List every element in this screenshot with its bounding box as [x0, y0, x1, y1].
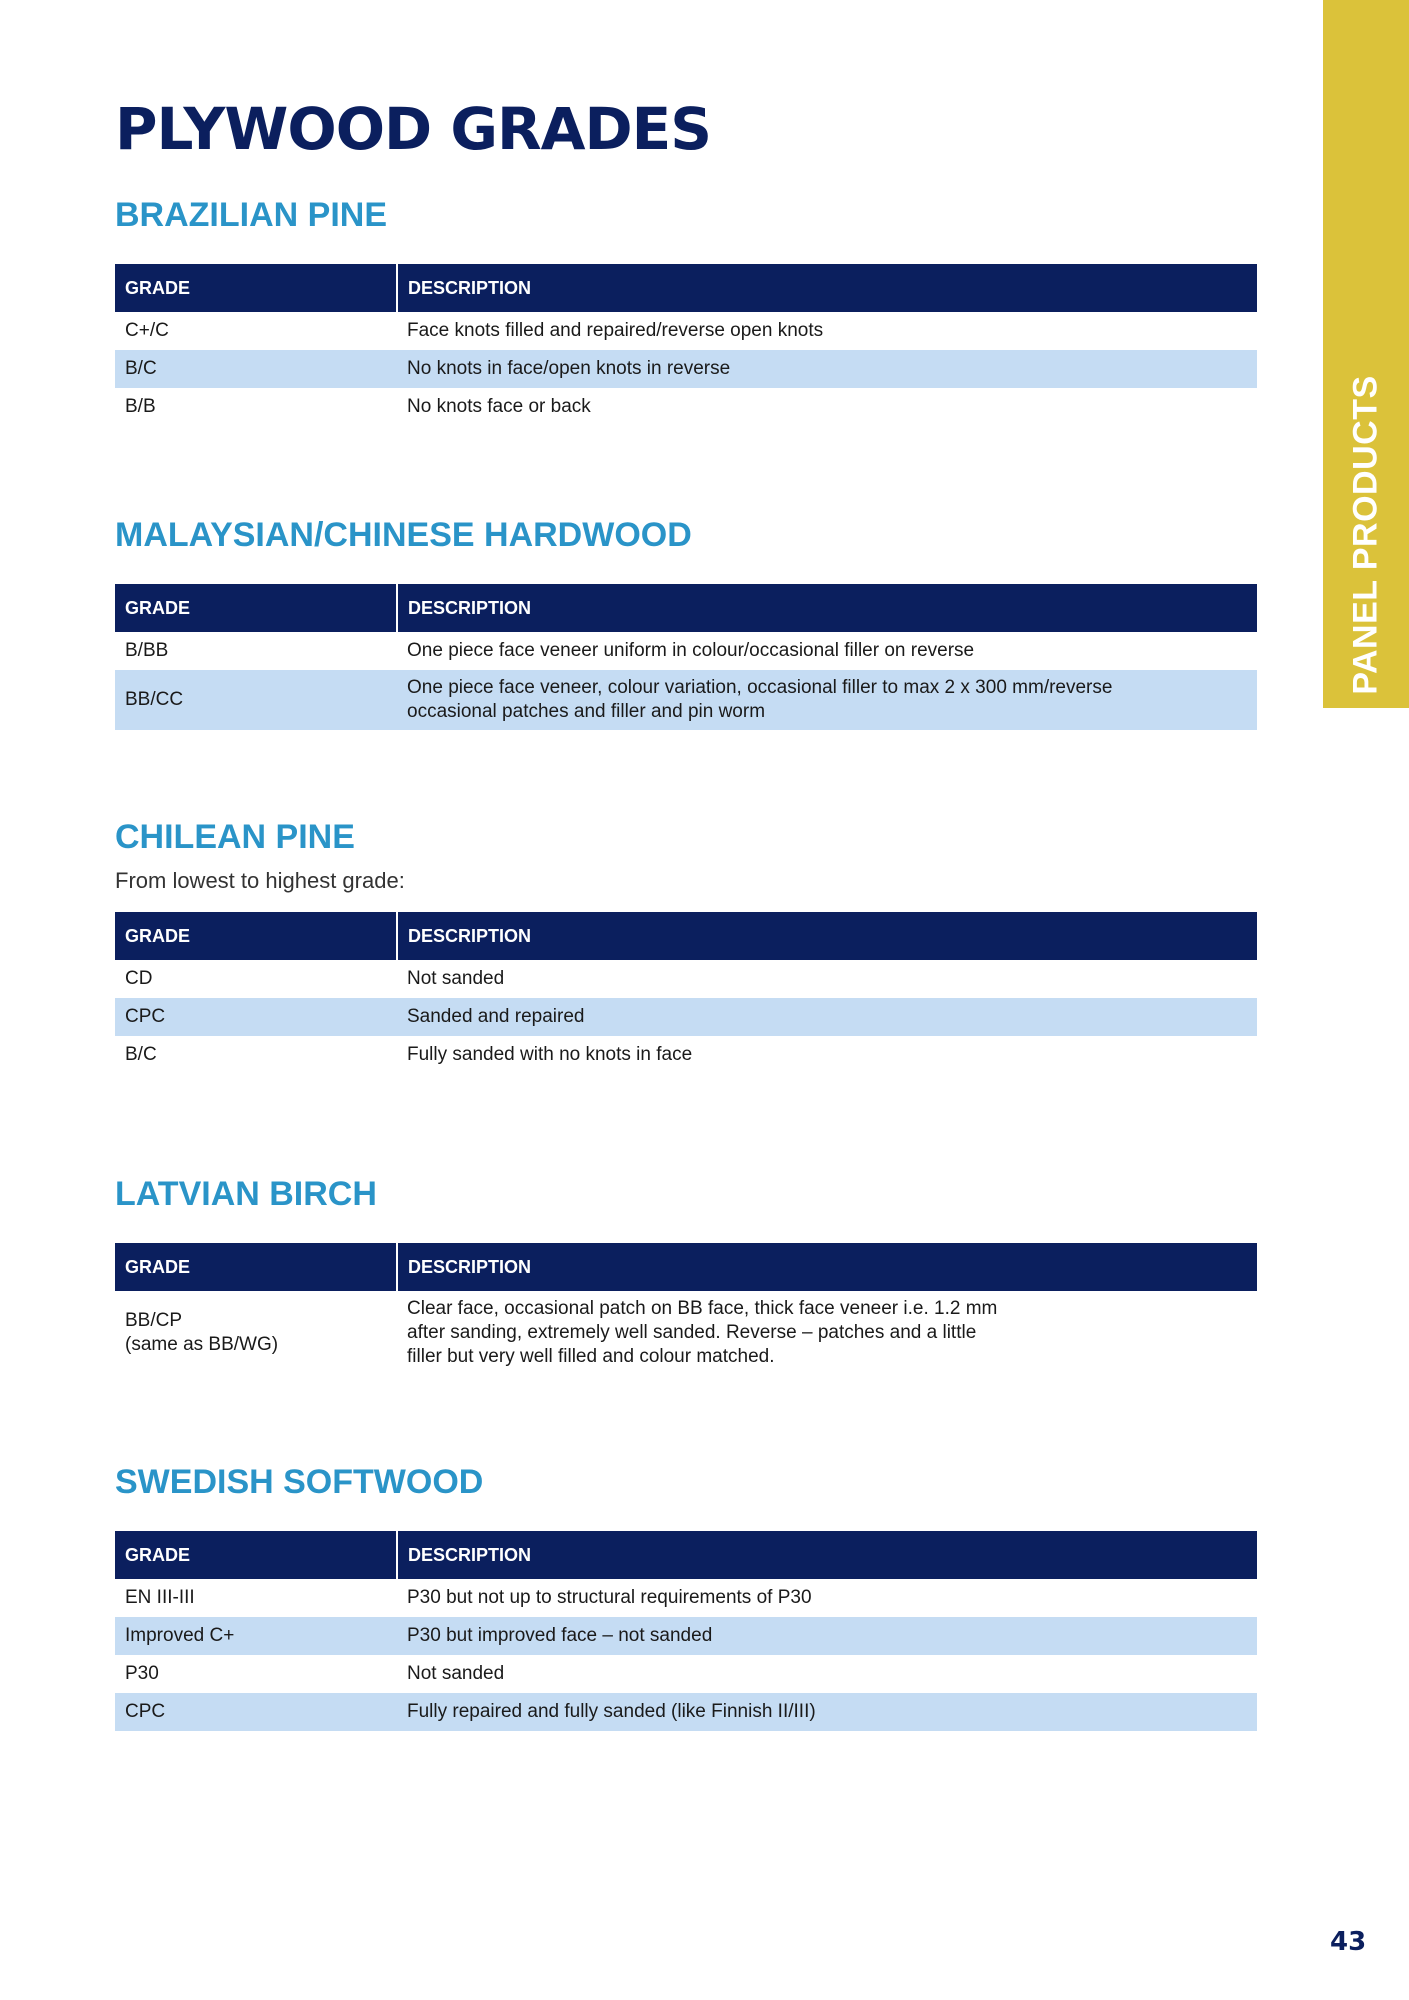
grade-cell: CPC [115, 1693, 397, 1731]
section-title: MALAYSIAN/CHINESE HARDWOOD [115, 516, 692, 554]
table-row [115, 1579, 1257, 1617]
grade-cell: BB/CP (same as BB/WG) [125, 1310, 279, 1355]
section-brazilian-pine [115, 198, 1257, 426]
table-header-row [115, 264, 1257, 312]
grade-cell: B/C [115, 350, 397, 388]
table-header-row [115, 912, 1257, 960]
section-title: BRAZILIAN PINE [115, 196, 387, 234]
description-cell: Face knots filled and repaired/reverse open knots [407, 320, 824, 341]
table-header-row [115, 1531, 1257, 1579]
description-cell: No knots face or back [407, 396, 591, 417]
description-cell: Sanded and repaired [397, 998, 1257, 1036]
grades-table [115, 1243, 1257, 1375]
column-header-description: DESCRIPTION [397, 1531, 1257, 1579]
column-header-description: DESCRIPTION [397, 912, 1257, 960]
column-header-grade: GRADE [115, 264, 397, 312]
description-cell: One piece face veneer, colour variation, occasional filler to max 2 x 300 mm/reverse occasional patches and filler and pin worm [397, 670, 1257, 730]
grade-cell: B/C [125, 1044, 157, 1066]
table-row [115, 960, 1257, 998]
description-cell: P30 but not up to structural requirements of P30 [407, 1587, 812, 1608]
table-row [115, 1617, 1257, 1655]
grade-cell: Improved C+ [115, 1617, 397, 1655]
description-cell: Fully sanded with no knots in face [407, 1044, 693, 1066]
table-row [115, 1036, 1257, 1074]
section-swedish-softwood [115, 1465, 1257, 1731]
section-malaysian-chinese-hardwood [115, 518, 1257, 730]
page-title: PLYWOOD GRADES [115, 95, 712, 163]
page-number: 43 [1330, 1927, 1367, 1957]
table-row [115, 312, 1257, 350]
grade-cell: P30 [125, 1663, 159, 1684]
description-cell: One piece face veneer uniform in colour/occasional filler on reverse [407, 640, 975, 661]
side-tab [1323, 0, 1409, 708]
column-header-description: DESCRIPTION [397, 264, 1257, 312]
grades-table [115, 912, 1257, 1074]
section-title: LATVIAN BIRCH [115, 1175, 377, 1213]
table-row [115, 1693, 1257, 1731]
section-subtitle: From lowest to highest grade: [115, 868, 405, 893]
table-header-row [115, 584, 1257, 632]
section-title: CHILEAN PINE [115, 818, 355, 856]
section-title: SWEDISH SOFTWOOD [115, 1463, 484, 1501]
column-header-grade: GRADE [115, 1243, 397, 1291]
table-row [115, 350, 1257, 388]
grades-table [115, 584, 1257, 730]
section-chilean-pine [115, 820, 1257, 1074]
grade-cell: BB/CC [115, 670, 397, 730]
section-latvian-birch [115, 1177, 1257, 1375]
grade-cell: C+/C [125, 320, 169, 341]
grades-table [115, 264, 1257, 426]
grade-cell: EN III-III [125, 1587, 195, 1608]
side-tab-label: PANEL PRODUCTS [1346, 375, 1385, 695]
grade-cell: B/BB [125, 640, 169, 661]
description-cell: No knots in face/open knots in reverse [397, 350, 1257, 388]
description-cell: Not sanded [407, 968, 505, 990]
grade-cell: CD [125, 968, 153, 990]
column-header-description: DESCRIPTION [397, 584, 1257, 632]
description-cell: Clear face, occasional patch on BB face, thick face veneer i.e. 1.2 mm after sanding, extremely well sanded. Reverse – patches and a little filler but very well filled and colour matched. [407, 1298, 998, 1367]
grade-cell: CPC [115, 998, 397, 1036]
table-row [115, 670, 1257, 730]
grade-cell: B/B [125, 396, 156, 417]
table-row [115, 1655, 1257, 1693]
column-header-grade: GRADE [115, 912, 397, 960]
table-row [115, 998, 1257, 1036]
column-header-grade: GRADE [115, 1531, 397, 1579]
table-row [115, 632, 1257, 670]
description-cell: Not sanded [407, 1663, 505, 1684]
column-header-description: DESCRIPTION [397, 1243, 1257, 1291]
description-cell: P30 but improved face – not sanded [397, 1617, 1257, 1655]
table-header-row [115, 1243, 1257, 1291]
grades-table [115, 1531, 1257, 1731]
table-row [115, 388, 1257, 426]
table-row [115, 1291, 1257, 1375]
description-cell: Fully repaired and fully sanded (like Finnish II/III) [397, 1693, 1257, 1731]
column-header-grade: GRADE [115, 584, 397, 632]
